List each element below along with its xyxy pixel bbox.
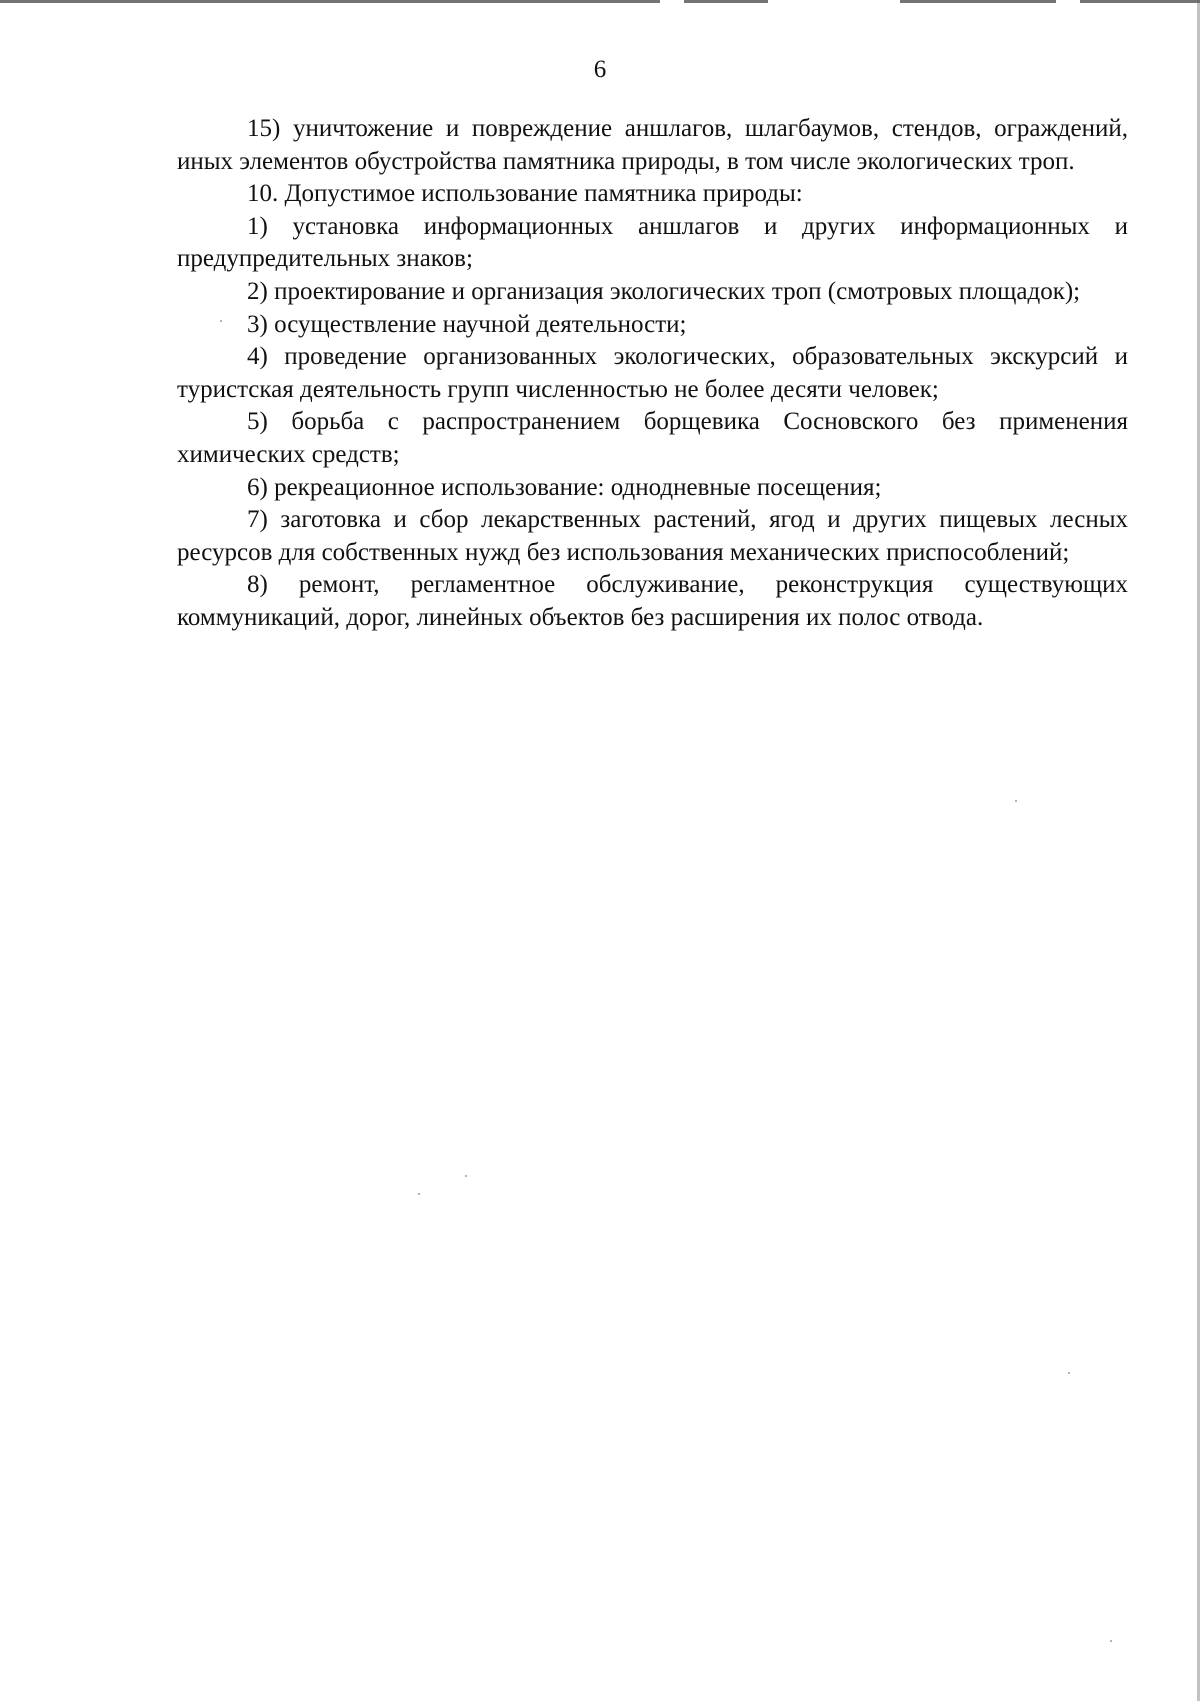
- paragraph-section-10: 10. Допустимое использование памятника природы:: [247, 180, 803, 208]
- paragraph-item-3: 3) осуществление научной деятельности;: [247, 310, 687, 338]
- document-body: [177, 113, 1128, 635]
- paragraph-item-6: 6) рекреационное использование: однодневные посещения;: [247, 473, 882, 501]
- paragraph-item-1: 1) установка информационных аншлагов и других информационных и предупредительных знаков;: [177, 212, 1128, 273]
- paragraph-item-5: 5) борьба с распространением борщевика Сосновского без применения химических средств;: [177, 408, 1128, 468]
- scan-speck: [465, 1175, 467, 1177]
- scan-speck: [1068, 1372, 1070, 1374]
- paragraph-item-7: 7) заготовка и сбор лекарственных растений, ягод и других пищевых лесных ресурсов для собственных нужд без использования механических приспособлений;: [177, 506, 1128, 566]
- scan-speck: [1015, 800, 1017, 802]
- paragraph-item-4: 4) проведение организованных экологических, образовательных экскурсий и туристская деятельность групп численностью не более десяти человек;: [177, 343, 1128, 403]
- scan-speck: [220, 320, 222, 322]
- paragraph-item-8: 8) ремонт, регламентное обслуживание, реконструкция существующих коммуникаций, дорог, линейных объектов без расширения их полос отвода.: [177, 571, 1128, 631]
- paragraph-item-2: 2) проектирование и организация экологических троп (смотровых площадок);: [247, 277, 1081, 305]
- scan-speck: [418, 1193, 420, 1195]
- paragraph-item-15: 15) уничтожение и повреждение аншлагов, шлагбаумов, стендов, ограждений, иных элементов обустройства памятника природы, в том числе экологических троп.: [177, 115, 1128, 175]
- page-number: 6: [593, 56, 607, 83]
- scan-edge-top: [0, 0, 1200, 3]
- scan-speck: [1110, 1640, 1112, 1642]
